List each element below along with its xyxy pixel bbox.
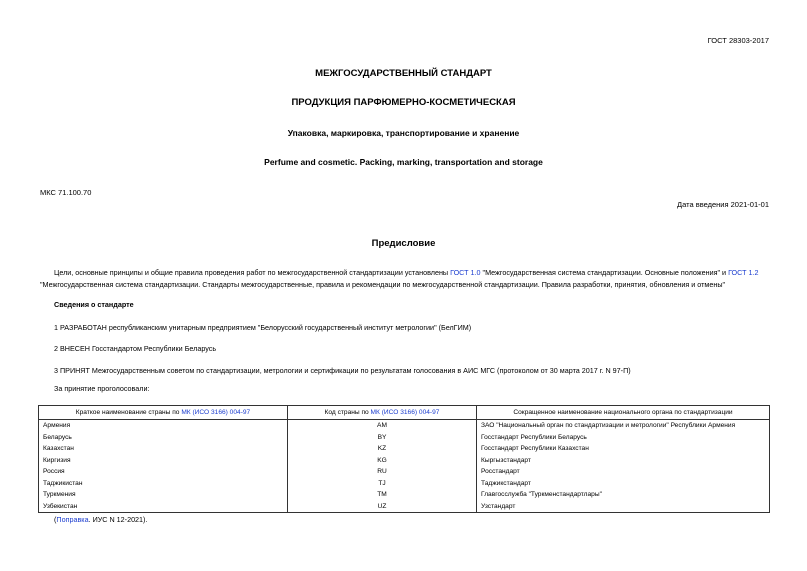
amendment-open-paren: (: [54, 515, 57, 524]
table-row: [39, 501, 770, 513]
table-row: [39, 466, 770, 478]
country-cell: Киргизия: [39, 455, 288, 467]
table-row: [39, 478, 770, 490]
adopted-by-item: 3 ПРИНЯТ Межгосударственным советом по стандартизации, метрологии и сертификации по результатам голосования в АИС МГС (протоколом от 30 марта 2017 г. N 97-П): [54, 366, 631, 375]
foreword-text-1: Цели, основные принципы и общие правила проведения работ по межгосударственной стандартизации установлены: [54, 268, 451, 277]
mk-iso-link[interactable]: МК (ИСО 3166) 004-97: [181, 409, 251, 416]
code-cell: AM: [288, 420, 477, 432]
body-cell: Кыргызстандарт: [477, 455, 770, 467]
body-cell: ЗАО "Национальный орган по стандартизации и метрологии" Республики Армения: [477, 420, 770, 432]
voted-label: За принятие проголосовали:: [54, 384, 150, 393]
country-cell: Беларусь: [39, 432, 288, 444]
gost-1-0-link[interactable]: ГОСТ 1.0: [450, 268, 481, 277]
column-header-body: Сокращенное наименование национального органа по стандартизации: [477, 406, 770, 420]
column-header-country: [39, 406, 288, 420]
mk-iso-link[interactable]: МК (ИСО 3166) 004-97: [370, 409, 440, 416]
code-cell: UZ: [288, 501, 477, 513]
body-cell: Госстандарт Республики Казахстан: [477, 443, 770, 455]
voting-countries-table: [38, 405, 770, 513]
foreword-text-3: "Межгосударственная система стандартизации. Стандарты межгосударственные, правила и рекомендации по межгосударственной стандартизации. Правила разработки, принятия, обновления и отмены": [40, 279, 726, 289]
code-cell: KZ: [288, 443, 477, 455]
body-cell: Таджикстандарт: [477, 478, 770, 490]
country-cell: Казахстан: [39, 443, 288, 455]
document-code: ГОСТ 28303-2017: [707, 36, 769, 45]
foreword-paragraph: [40, 267, 770, 290]
submitted-by-item: 2 ВНЕСЕН Госстандартом Республики Беларусь: [54, 344, 217, 353]
table-row: [39, 455, 770, 467]
developed-by-item: 1 РАЗРАБОТАН республиканским унитарным предприятием "Белорусский государственный институт метрологии" (БелГИМ): [54, 323, 472, 332]
country-cell: Таджикистан: [39, 478, 288, 490]
amendment-note: [54, 515, 147, 524]
code-cell: TM: [288, 489, 477, 501]
body-cell: Росстандарт: [477, 466, 770, 478]
table-row: [39, 443, 770, 455]
column-header-code-text: Код страны по: [324, 409, 371, 416]
introduction-date: Дата введения 2021-01-01: [677, 200, 769, 209]
body-cell: Главгосслужба "Туркменстандартлары": [477, 489, 770, 501]
table-row: [39, 489, 770, 501]
column-header-code: [288, 406, 477, 420]
mks-code: МКС 71.100.70: [40, 188, 92, 197]
table-row: [39, 420, 770, 432]
subject-title-ru: Упаковка, маркировка, транспортирование и хранение: [287, 128, 520, 138]
subject-title-en: Perfume and cosmetic. Packing, marking, transportation and storage: [264, 157, 543, 167]
product-title: ПРОДУКЦИЯ ПАРФЮМЕРНО-КОСМЕТИЧЕСКАЯ: [291, 97, 516, 108]
table-header-row: [39, 406, 770, 420]
body-cell: Узстандарт: [477, 501, 770, 513]
standard-type-heading: МЕЖГОСУДАРСТВЕННЫЙ СТАНДАРТ: [315, 68, 492, 79]
column-header-country-text: Краткое наименование страны по: [75, 409, 182, 416]
amendment-rest: . ИУС N 12-2021).: [88, 515, 148, 524]
code-cell: RU: [288, 466, 477, 478]
country-cell: Россия: [39, 466, 288, 478]
foreword-text-2: "Межгосударственная система стандартизации. Основные положения" и: [480, 268, 729, 277]
code-cell: KG: [288, 455, 477, 467]
amendment-link[interactable]: Поправка: [56, 515, 89, 524]
country-cell: Армения: [39, 420, 288, 432]
foreword-heading: Предисловие: [371, 238, 436, 249]
country-cell: Узбекистан: [39, 501, 288, 513]
code-cell: TJ: [288, 478, 477, 490]
gost-1-2-link[interactable]: ГОСТ 1.2: [728, 268, 759, 277]
country-cell: Туркмения: [39, 489, 288, 501]
standard-info-heading: Сведения о стандарте: [54, 300, 134, 309]
body-cell: Госстандарт Республики Беларусь: [477, 432, 770, 444]
code-cell: BY: [288, 432, 477, 444]
table-row: [39, 432, 770, 444]
